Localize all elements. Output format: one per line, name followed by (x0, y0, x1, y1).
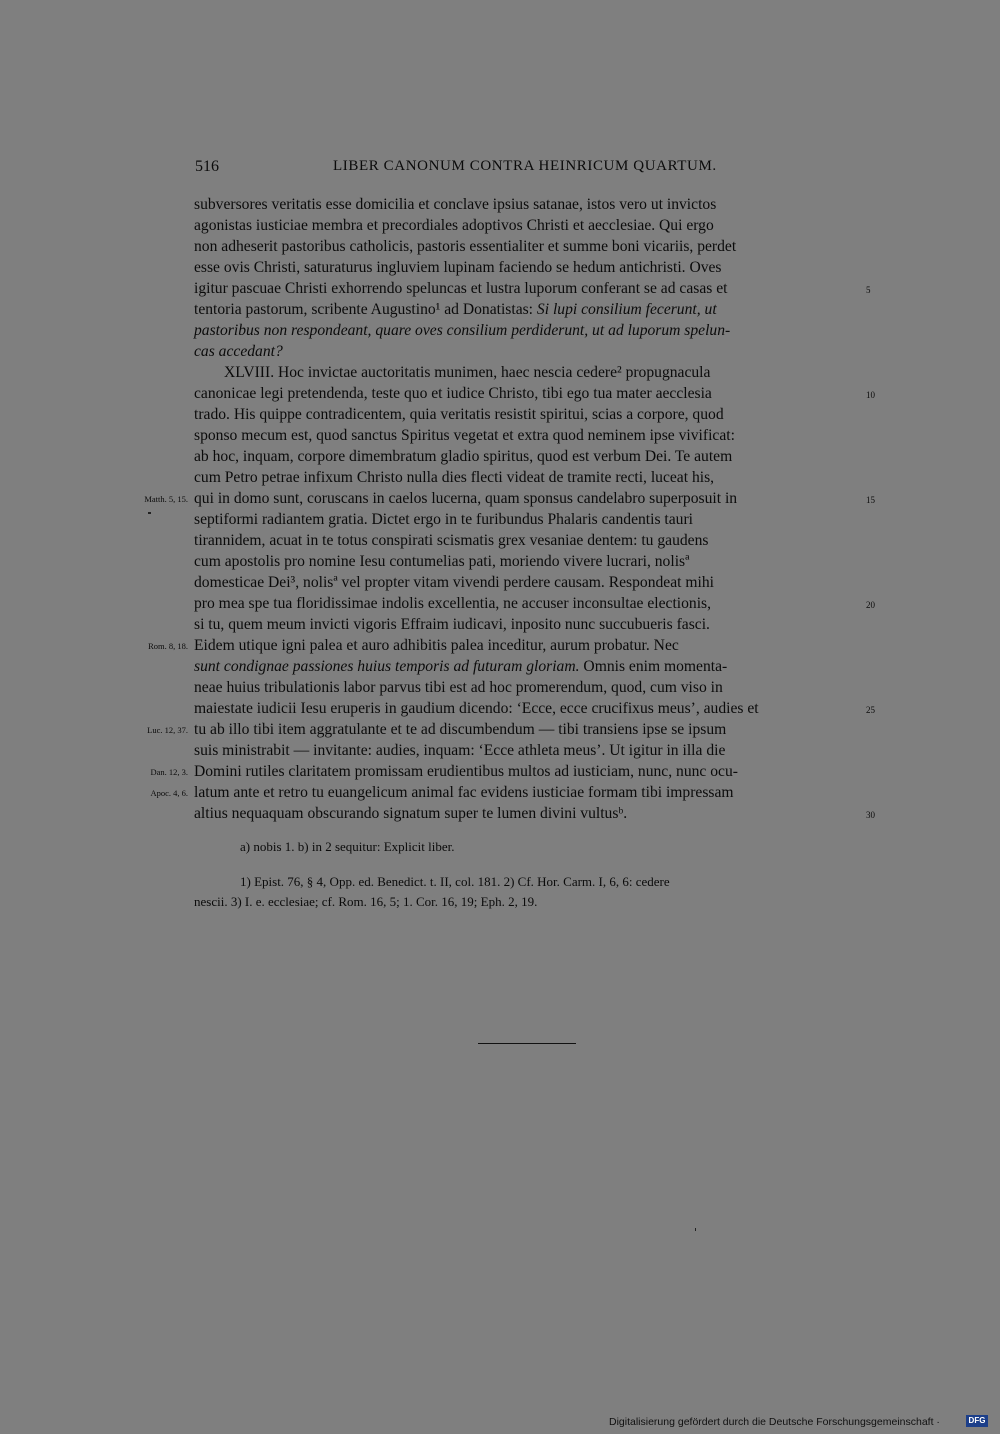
line-number: 10 (866, 390, 875, 400)
text-line: agonistas iusticiae membra et precordiales adoptivos Christi et aecclesiae. Qui ergo (194, 217, 714, 234)
margin-ref: Rom. 8, 18. (148, 641, 188, 651)
scan-speck (695, 1228, 696, 1231)
text-line: suis ministrabit — invitante: audies, inquam: ‘Ecce athleta meus’. Ut igitur in illa die (194, 742, 726, 759)
text-line: tirannidem, acuat in te totus conspirati scismatis grex vesaniae dentem: tu gaudens (194, 532, 709, 549)
line-number: 30 (866, 810, 875, 820)
italic-quote: sunt condignae passiones huius temporis ad futuram gloriam. (194, 658, 580, 675)
chapter-start-line: XLVIII. Hoc invictae auctoritatis munimen, haec nescia cedere² propugnacula (224, 364, 711, 381)
text-line: ab hoc, inquam, corpore dimembratum gladio spiritus, quod est verbum Dei. Te autem (194, 448, 733, 465)
text-line: Eidem utique igni palea et auro adhibitis palea inceditur, aurum probatur. Nec (194, 637, 679, 654)
text-line: cas accedant? (194, 343, 283, 360)
running-head: LIBER CANONUM CONTRA HEINRICUM QUARTUM. (333, 158, 717, 174)
text-line: cum apostolis pro nomine Iesu contumelias pati, moriendo vivere lucrari, nolisª (194, 553, 690, 570)
text-line: trado. His quippe contradicentem, quia veritatis resistit spiritui, scias a corpore, quod (194, 406, 724, 423)
line-number: 15 (866, 495, 875, 505)
text-line: pro mea spe tua floridissimae indolis excellentia, ne accuser inconsultae electionis, (194, 595, 712, 612)
text-line: domesticae Dei³, nolisª vel propter vitam vivendi perdere causam. Respondeat mihi (194, 574, 714, 591)
line-number: 25 (866, 705, 875, 715)
dfg-logo: DFG (966, 1415, 988, 1427)
text-line: subversores veritatis esse domicilia et conclave ipsius satanae, istos vero ut invictos (194, 196, 717, 213)
text-line-mixed (194, 299, 717, 320)
text-line: maiestate iudicii Iesu eruperis in gaudium dicendo: ‘Ecce, ecce crucifixus meus’, audies et (194, 700, 759, 717)
end-rule (478, 1043, 576, 1044)
text-line: neae huius tribulationis labor parvus tibi est ad hoc promerendum, quod, cum viso in (194, 679, 723, 696)
text-line: non adheserit pastoribus catholicis, pastoris essentialiter et summe boni vicariis, perdet (194, 238, 737, 255)
variant-notes: a) nobis 1. b) in 2 sequitur: Explicit liber. (240, 839, 455, 854)
line-number: 20 (866, 600, 875, 610)
italic-quote: Si lupi consilium fecerunt, ut (536, 301, 717, 318)
text-line: latum ante et retro tu euangelicum animal fac evidens iusticiae formam tibi impressam (194, 784, 734, 801)
text-line: si tu, quem meum invicti vigoris Effraim iudicavi, inposito nunc succubueris fasci. (194, 616, 710, 633)
source-notes-line: nescii. 3) I. e. ecclesiae; cf. Rom. 16, 5; 1. Cor. 16, 19; Eph. 2, 19. (194, 894, 538, 909)
text-segment: Omnis enim momenta- (579, 658, 728, 675)
text-line-mixed (194, 656, 727, 677)
text-line: septiformi radiantem gratia. Dictet ergo in te furibundus Phalaris candentis tauri (194, 511, 693, 528)
source-notes-line: 1) Epist. 76, § 4, Opp. ed. Benedict. t. II, col. 181. 2) Cf. Hor. Carm. I, 6, 6: cedere (240, 874, 670, 889)
text-line: qui in domo sunt, coruscans in caelos lucerna, quam sponsus candelabro superposuit in (194, 490, 738, 507)
text-line: tu ab illo tibi item aggratulante et te ad discumbendum — tibi transiens ipse se ipsum (194, 721, 727, 738)
text-line: altius nequaquam obscurando signatum super te lumen divini vultusᵇ. (194, 805, 628, 822)
text-line: sponso mecum est, quod sanctus Spiritus vegetat et extra quod neminem ipse vivificat: (194, 427, 735, 444)
margin-ref: Dan. 12, 3. (150, 767, 188, 777)
line-number: 5 (866, 285, 871, 295)
text-line: canonicae legi pretendenda, teste quo et iudice Christo, tibi ego tua mater aecclesia (194, 385, 712, 402)
margin-mark (148, 512, 151, 514)
margin-ref: Matth. 5, 15. (144, 494, 188, 504)
margin-ref: Apoc. 4, 6. (150, 788, 188, 798)
page-number: 516 (195, 158, 219, 175)
text-segment: tentoria pastorum, scribente Augustino¹ ad Donatistas: (194, 301, 537, 318)
text-line: pastoribus non respondeant, quare oves consilium perdiderunt, ut ad luporum spelun- (194, 322, 731, 339)
text-line: Domini rutiles claritatem promissam erudientibus multos ad iusticiam, nunc, nunc ocu- (194, 763, 738, 780)
funding-credit: Digitalisierung gefördert durch die Deutsche Forschungsgemeinschaft · (609, 1416, 940, 1428)
text-line: igitur pascuae Christi exhorrendo speluncas et lustra luporum conferant se ad casas et (194, 280, 728, 297)
margin-ref: Luc. 12, 37. (147, 725, 188, 735)
text-line: esse ovis Christi, saturaturus ingluviem lupinam faciendo se hedum antichristi. Oves (194, 259, 722, 276)
text-line: cum Petro petrae infixum Christo nulla dies flecti videat de tramite recti, luceat his, (194, 469, 715, 486)
